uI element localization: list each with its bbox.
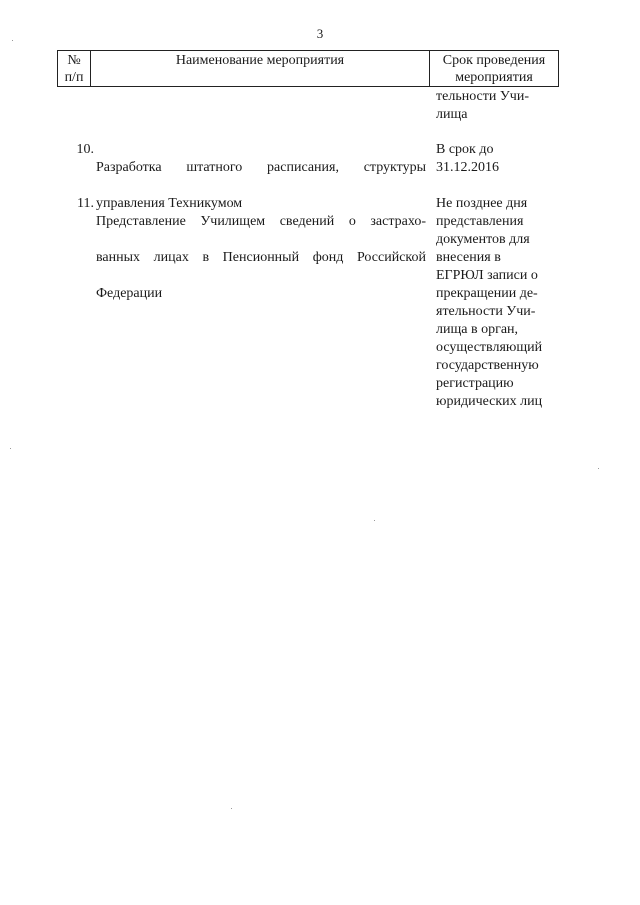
header-date-cell [430,51,559,87]
row-activity-name [96,195,426,321]
row-activity-line: Представление Училищем сведений о застрахо- [96,214,426,229]
scan-speck [231,808,232,809]
scan-speck [598,468,599,469]
row-number: 10. [76,142,94,157]
header-number-label: № п/п [64,53,84,85]
header-number-cell [58,51,91,87]
row-number: 11. [77,196,94,211]
row-deadline: Не позднее дня представления документов для внесения в ЕГРЮЛ записи о прекращении де- ятельности Учи- лища в орган, осуществляющий государственную регистрацию юридических лиц [436,196,543,409]
page-number: 3 [316,26,324,41]
scan-speck [374,520,375,521]
row-activity-line: Разработка штатного расписания, структуры [96,160,426,175]
scan-speck [10,448,11,449]
header-name-cell [91,51,430,87]
scan-speck [12,40,13,41]
header-name-label: Наименование мероприятия [175,53,345,68]
header-date-label: Срок проведения мероприятия [442,53,546,85]
row-deadline: В срок до 31.12.2016 [436,142,499,175]
row-activity-line: ванных лицах в Пенсионный фонд Российской [96,250,426,265]
row-activity-line: Федерации [96,286,163,301]
row-activity-line: управления Техникумом [96,196,243,211]
table-header [57,50,559,87]
continued-date-text: тельности Учи- лища [436,89,529,122]
